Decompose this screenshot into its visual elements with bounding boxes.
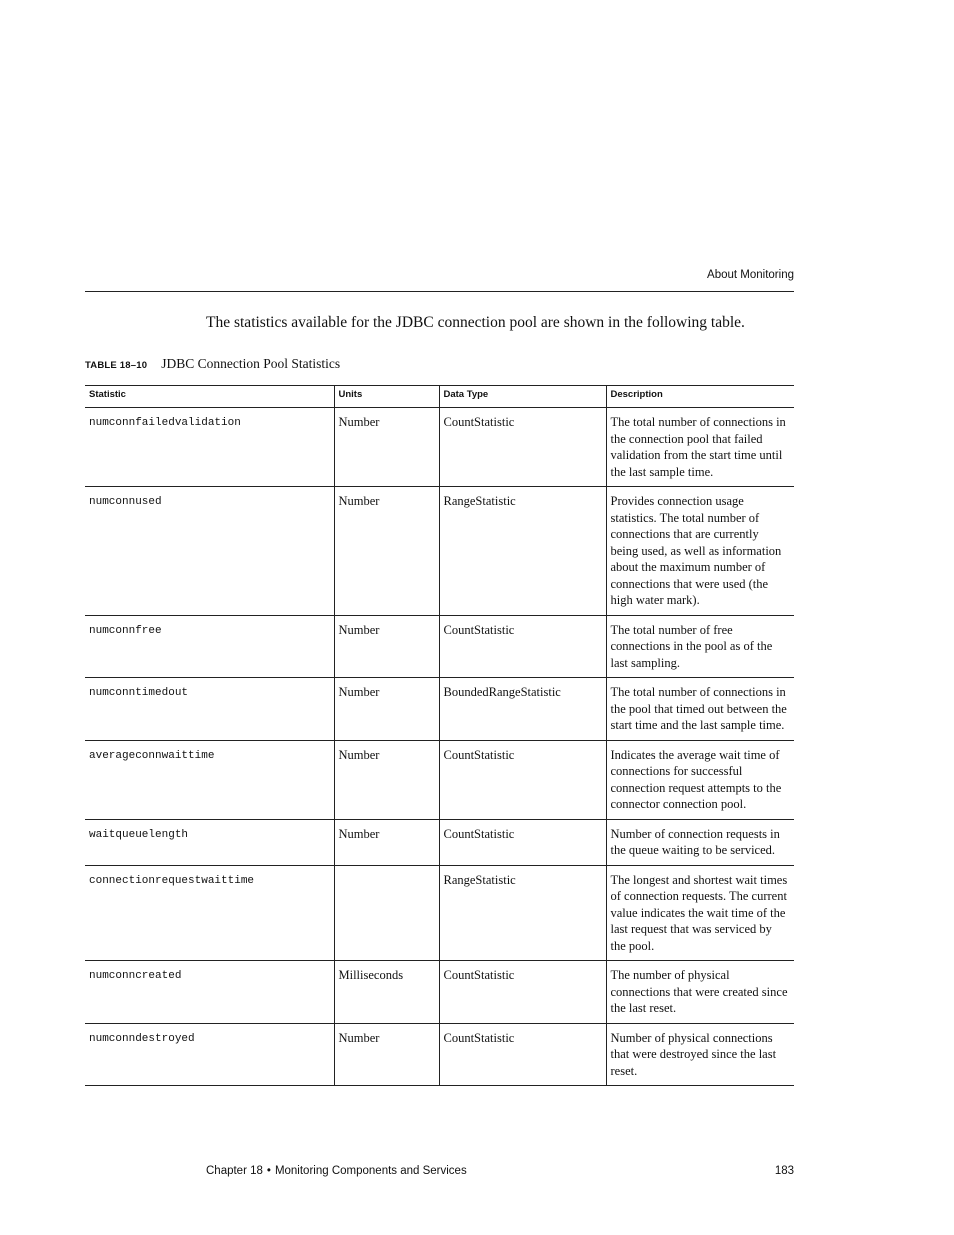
- table-row: [85, 615, 794, 678]
- units-cell: [334, 865, 439, 961]
- description-cell: The total number of free connections in the pool as of the last sampling.: [606, 615, 794, 678]
- data-type-cell: CountStatistic: [439, 408, 606, 487]
- statistics-table: [85, 385, 794, 1086]
- table-row: [85, 819, 794, 865]
- units-cell: Number: [334, 740, 439, 819]
- data-type-cell: CountStatistic: [439, 961, 606, 1024]
- table-row: [85, 1023, 794, 1086]
- table-title: JDBC Connection Pool Statistics: [161, 356, 341, 371]
- running-head: About Monitoring: [707, 269, 794, 281]
- column-header-description: Description: [606, 386, 794, 408]
- table-row: [85, 961, 794, 1024]
- data-type-cell: CountStatistic: [439, 1023, 606, 1086]
- data-type-cell: RangeStatistic: [439, 865, 606, 961]
- statistic-cell: numconncreated: [85, 961, 334, 1024]
- data-type-cell: CountStatistic: [439, 740, 606, 819]
- footer-section: Monitoring Components and Services: [274, 1165, 467, 1177]
- table-row: [85, 865, 794, 961]
- table-label: TABLE 18–10: [85, 360, 148, 371]
- units-cell: Number: [334, 487, 439, 616]
- statistic-cell: numconntimedout: [85, 678, 334, 741]
- table-caption: [85, 355, 340, 373]
- table-header-row: [85, 386, 794, 408]
- description-cell: The longest and shortest wait times of connection requests. The current value indicates the wait time of the last request that was serviced by the pool.: [606, 865, 794, 961]
- column-header-statistic: Statistic: [85, 386, 334, 408]
- column-header-units: Units: [334, 386, 439, 408]
- statistic-cell: connectionrequestwaittime: [85, 865, 334, 961]
- data-type-cell: CountStatistic: [439, 615, 606, 678]
- units-cell: Number: [334, 678, 439, 741]
- footer-separator: •: [266, 1165, 271, 1177]
- statistic-cell: numconndestroyed: [85, 1023, 334, 1086]
- units-cell: Milliseconds: [334, 961, 439, 1024]
- data-type-cell: BoundedRangeStatistic: [439, 678, 606, 741]
- statistic-cell: numconnfree: [85, 615, 334, 678]
- footer-chapter: Chapter 18: [206, 1165, 263, 1177]
- units-cell: Number: [334, 819, 439, 865]
- statistic-cell: averageconnwaittime: [85, 740, 334, 819]
- table-row: [85, 678, 794, 741]
- units-cell: Number: [334, 408, 439, 487]
- description-cell: The number of physical connections that were created since the last reset.: [606, 961, 794, 1024]
- units-cell: Number: [334, 1023, 439, 1086]
- intro-paragraph: The statistics available for the JDBC connection pool are shown in the following table.: [206, 314, 745, 331]
- description-cell: Provides connection usage statistics. The total number of connections that are currently being used, as well as information about the maximum number of connections that were used (the high water mark).: [606, 487, 794, 616]
- description-cell: Indicates the average wait time of connections for successful connection request attempts to the connector connection pool.: [606, 740, 794, 819]
- statistic-cell: waitqueuelength: [85, 819, 334, 865]
- column-header-data-type: Data Type: [439, 386, 606, 408]
- page-footer: [206, 1165, 467, 1177]
- units-cell: Number: [334, 615, 439, 678]
- table-row: [85, 487, 794, 616]
- statistic-cell: numconnused: [85, 487, 334, 616]
- description-cell: Number of connection requests in the queue waiting to be serviced.: [606, 819, 794, 865]
- description-cell: Number of physical connections that were destroyed since the last reset.: [606, 1023, 794, 1086]
- page-number: 183: [774, 1165, 794, 1177]
- table-row: [85, 740, 794, 819]
- table-row: [85, 408, 794, 487]
- description-cell: The total number of connections in the pool that timed out between the start time and the last sample time.: [606, 678, 794, 741]
- description-cell: The total number of connections in the connection pool that failed validation from the start time until the last sample time.: [606, 408, 794, 487]
- data-type-cell: CountStatistic: [439, 819, 606, 865]
- statistic-cell: numconnfailedvalidation: [85, 408, 334, 487]
- header-rule: [85, 291, 794, 292]
- data-type-cell: RangeStatistic: [439, 487, 606, 616]
